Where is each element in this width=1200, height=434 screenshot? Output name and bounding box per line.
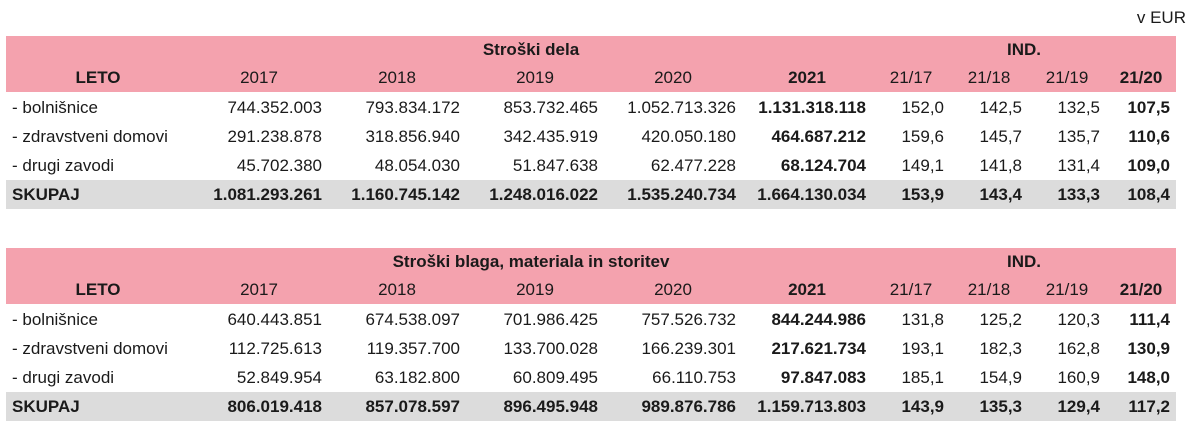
table-row: [6, 363, 1176, 392]
value-cell: 291.238.878: [227, 126, 322, 146]
row-label: - bolnišnice: [12, 309, 98, 329]
index-header: 21/17: [872, 276, 950, 305]
index-cell: 145,7: [979, 126, 1023, 146]
year-label-header: LETO: [6, 64, 190, 93]
index-header: 21/20: [1106, 64, 1176, 93]
year-header: 2018: [328, 64, 466, 93]
index-cell: 162,8: [1057, 338, 1100, 358]
table-title-row: [6, 36, 1176, 64]
value-cell: 744.352.003: [227, 97, 322, 117]
total-label: SKUPAJ: [6, 180, 190, 209]
year-header: 2021: [742, 64, 872, 93]
index-cell: 130,9: [1127, 338, 1170, 358]
value-cell: 166.239.301: [641, 338, 736, 358]
table-row: [6, 151, 1176, 180]
index-cell: 109,0: [1127, 155, 1171, 175]
total-value: 1.535.240.734: [604, 180, 742, 209]
total-index: 129,4: [1028, 392, 1106, 421]
empty-cell: [6, 248, 190, 276]
index-cell: 131,8: [901, 309, 944, 329]
labor-costs-table: [6, 36, 1176, 209]
value-cell: 640.443.851: [227, 309, 322, 329]
index-header: 21/18: [950, 64, 1028, 93]
index-cell: 148,0: [1127, 367, 1170, 387]
index-cell: 135,7: [1057, 126, 1101, 146]
value-cell: 674.538.097: [365, 309, 460, 329]
value-cell: 217.621.734: [771, 338, 866, 358]
total-value: 1.664.130.034: [742, 180, 872, 209]
table-row: [6, 122, 1176, 151]
year-header: 2020: [604, 276, 742, 305]
value-cell: 1.131.318.118: [758, 97, 867, 117]
column-header-row: [6, 64, 1176, 93]
total-row: [6, 180, 1176, 209]
total-value: 1.081.293.261: [190, 180, 328, 209]
year-label-header: LETO: [6, 276, 190, 305]
index-cell: 141,8: [979, 155, 1023, 175]
index-cell: 182,3: [979, 338, 1022, 358]
total-index: 108,4: [1106, 180, 1176, 209]
value-cell: 757.526.732: [641, 309, 736, 329]
table-title-row: [6, 248, 1176, 276]
total-value: 896.495.948: [466, 392, 604, 421]
table-row: [6, 305, 1176, 335]
row-label: - zdravstveni domovi: [12, 338, 168, 358]
total-index: 133,3: [1028, 180, 1106, 209]
value-cell: 464.687.212: [771, 126, 867, 146]
value-cell: 844.244.986: [771, 309, 866, 329]
index-cell: 131,4: [1057, 155, 1101, 175]
year-header: 2020: [604, 64, 742, 93]
index-header: 21/19: [1028, 64, 1106, 93]
materials-services-costs-table: [6, 248, 1176, 421]
total-index: 117,2: [1106, 392, 1176, 421]
column-header-row: [6, 276, 1176, 305]
year-header: 2018: [328, 276, 466, 305]
value-cell: 66.110.753: [652, 367, 736, 387]
value-cell: 793.834.172: [365, 97, 460, 117]
total-index: 143,9: [872, 392, 950, 421]
currency-unit: v EUR: [1136, 8, 1186, 27]
table-row: [6, 93, 1176, 123]
value-cell: 51.847.638: [512, 155, 598, 175]
index-cell: 125,2: [979, 309, 1022, 329]
index-cell: 152,0: [901, 97, 945, 117]
total-value: 1.159.713.803: [742, 392, 872, 421]
index-cell: 193,1: [901, 338, 944, 358]
index-cell: 185,1: [901, 367, 944, 387]
index-cell: 107,5: [1127, 97, 1171, 117]
index-header: 21/18: [950, 276, 1028, 305]
value-cell: 97.847.083: [780, 367, 866, 387]
total-value: 1.248.016.022: [466, 180, 604, 209]
index-header: 21/17: [872, 64, 950, 93]
index-cell: 149,1: [901, 155, 945, 175]
index-cell: 160,9: [1057, 367, 1100, 387]
value-cell: 701.986.425: [503, 309, 598, 329]
index-cell: 159,6: [901, 126, 945, 146]
total-value: 989.876.786: [604, 392, 742, 421]
value-cell: 112.725.613: [228, 338, 322, 358]
value-cell: 68.124.704: [780, 155, 867, 175]
index-cell: 142,5: [979, 97, 1023, 117]
value-cell: 52.849.954: [236, 367, 322, 387]
value-cell: 318.856.940: [365, 126, 460, 146]
year-header: 2019: [466, 64, 604, 93]
value-cell: 119.357.700: [366, 338, 460, 358]
index-cell: 132,5: [1057, 97, 1101, 117]
value-cell: 420.050.180: [641, 126, 736, 146]
row-label: - drugi zavodi: [12, 155, 115, 175]
index-cell: 111,4: [1129, 309, 1170, 329]
value-cell: 60.809.495: [512, 367, 598, 387]
total-value: 806.019.418: [190, 392, 328, 421]
index-cell: 154,9: [979, 367, 1022, 387]
total-row: [6, 392, 1176, 421]
index-group-title: IND.: [872, 248, 1176, 276]
index-group-title: IND.: [872, 36, 1176, 64]
index-cell: 110,6: [1128, 126, 1171, 146]
value-cell: 853.732.465: [503, 97, 598, 117]
index-header: 21/20: [1106, 276, 1176, 305]
value-cell: 45.702.380: [236, 155, 322, 175]
empty-cell: [6, 36, 190, 64]
total-label: SKUPAJ: [6, 392, 190, 421]
year-header: 2019: [466, 276, 604, 305]
year-header: 2021: [742, 276, 872, 305]
index-header: 21/19: [1028, 276, 1106, 305]
total-value: 857.078.597: [328, 392, 466, 421]
value-cell: 63.182.800: [374, 367, 460, 387]
table-title: Stroški blaga, materiala in storitev: [190, 248, 872, 276]
value-cell: 342.435.919: [503, 126, 598, 146]
index-cell: 120,3: [1057, 309, 1100, 329]
value-cell: 62.477.228: [650, 155, 736, 175]
year-header: 2017: [190, 64, 328, 93]
table-row: [6, 334, 1176, 363]
total-index: 153,9: [872, 180, 950, 209]
row-label: - zdravstveni domovi: [12, 126, 168, 146]
value-cell: 133.700.028: [503, 338, 598, 358]
year-header: 2017: [190, 276, 328, 305]
total-index: 143,4: [950, 180, 1028, 209]
value-cell: 48.054.030: [374, 155, 460, 175]
row-label: - bolnišnice: [12, 97, 98, 117]
value-cell: 1.052.713.326: [627, 97, 736, 117]
table-title: Stroški dela: [190, 36, 872, 64]
row-label: - drugi zavodi: [12, 367, 115, 387]
total-index: 135,3: [950, 392, 1028, 421]
total-value: 1.160.745.142: [328, 180, 466, 209]
